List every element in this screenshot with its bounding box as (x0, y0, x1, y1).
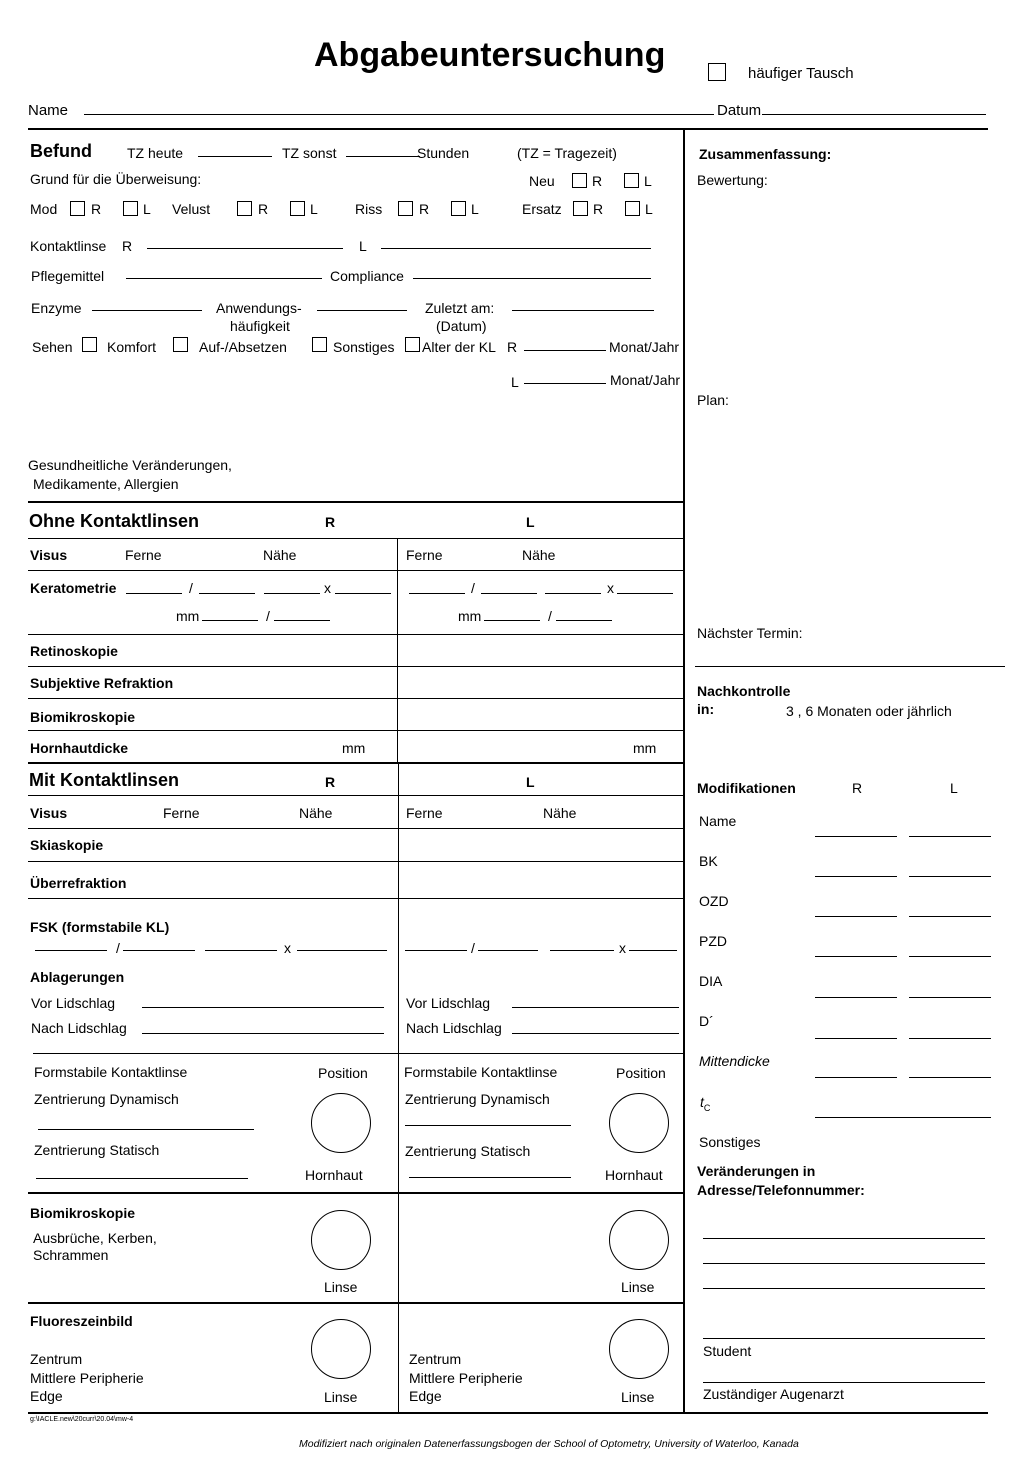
kontaktlinse-r-label: R (122, 238, 133, 254)
mit-rule-7 (28, 1302, 683, 1304)
mod-item-bk: BK (699, 853, 718, 869)
kerat-l-field-1[interactable] (409, 593, 465, 594)
neu-l-label: L (644, 173, 652, 189)
skiaskopie-label: Skiaskopie (30, 837, 104, 853)
haeufiger-tausch-label: häufiger Tausch (748, 65, 854, 82)
mod-dia-l-field[interactable] (909, 997, 991, 998)
komfort-checkbox[interactable] (173, 337, 188, 352)
zentr-dyn-l-label: Zentrierung Dynamisch (405, 1091, 550, 1107)
vor-lidschlag-r-label: Vor Lidschlag (31, 995, 116, 1011)
mod-item-name: Name (699, 813, 737, 829)
mit-ferne-l: Ferne (406, 805, 443, 821)
zuletzt-label: Zuletzt am: (425, 300, 495, 316)
mod-d-l-field[interactable] (909, 1038, 991, 1039)
mod-item-mittendicke: Mittendicke (699, 1053, 770, 1069)
enzyme-label: Enzyme (31, 300, 82, 316)
kerat-r-field-1[interactable] (126, 593, 182, 594)
fsk-r-field-3[interactable] (205, 950, 277, 951)
naechster-termin-field[interactable] (695, 666, 1005, 667)
mit-rule-2 (28, 828, 683, 829)
mit-rule-3 (28, 861, 683, 862)
position-l-label: Position (616, 1065, 666, 1081)
fsk-r-field-4[interactable] (297, 950, 387, 951)
ohne-rule-5 (28, 698, 683, 699)
haeufiger-tausch-checkbox[interactable] (708, 63, 726, 81)
kerat-r-slash: / (189, 580, 193, 596)
kontaktlinse-label: Kontaktlinse (30, 238, 107, 254)
page-title: Abgabeuntersuchung (314, 36, 666, 74)
kerat-l-slash: / (471, 580, 475, 596)
sonstiges-label: Sonstiges (333, 339, 395, 355)
mod-ozd-l-field[interactable] (909, 916, 991, 917)
tc-t: t (700, 1094, 704, 1110)
footer-code: g:\IACLE.new\20curr\20.04\mw-4 (30, 1416, 134, 1423)
biomik-r-linse-label: Linse (324, 1279, 358, 1295)
vor-lidschlag-r-field[interactable] (142, 1007, 384, 1008)
riss-l-label: L (471, 201, 479, 217)
mit-l-label: L (526, 774, 535, 790)
fluor-l-zentrum: Zentrum (409, 1351, 462, 1367)
tz-sonst-field[interactable] (346, 156, 420, 157)
ohne-top-rule (28, 501, 683, 503)
hornhautdicke-label: Hornhautdicke (30, 740, 129, 756)
ohne-r-label: R (325, 514, 336, 530)
ersatz-r-label: R (593, 201, 604, 217)
mod-name-r-field[interactable] (815, 836, 897, 837)
sehen-label: Sehen (32, 339, 73, 355)
kerat-l-mm-label: mm (458, 608, 482, 624)
kerat-l-field-2[interactable] (481, 593, 537, 594)
adresse-field-3[interactable] (703, 1288, 985, 1289)
fsk-r-x: x (284, 940, 291, 956)
tz-note: (TZ = Tragezeit) (517, 145, 617, 161)
mod-dia-r-field[interactable] (815, 997, 897, 998)
mit-center-divider (398, 762, 399, 1412)
mit-rule-5 (33, 1053, 683, 1054)
mod-tc-field[interactable] (815, 1117, 991, 1118)
mod-d-r-field[interactable] (815, 1038, 897, 1039)
zuletzt-field[interactable] (512, 310, 654, 311)
fluoreszein-label: Fluoreszeinbild (30, 1313, 133, 1329)
mod-r-label: R (91, 201, 102, 217)
mit-biomikroskopie-label: Biomikroskopie (30, 1205, 136, 1221)
fluor-r-mittlere: Mittlere Peripherie (30, 1370, 144, 1386)
fsk-l-x: x (619, 940, 626, 956)
zusammenfassung-label: Zusammenfassung: (699, 146, 832, 162)
enzyme-field[interactable] (92, 310, 202, 311)
velust-r-checkbox[interactable] (237, 201, 252, 216)
monat-jahr-r-label: Monat/Jahr (609, 339, 680, 355)
adresse-field-1[interactable] (703, 1238, 985, 1239)
mod-label: Mod (30, 201, 58, 217)
zentr-stat-r-field[interactable] (36, 1178, 248, 1179)
mod-l-checkbox[interactable] (123, 201, 138, 216)
nach-lidschlag-r-field[interactable] (142, 1033, 384, 1034)
fsk-l-field-2[interactable] (478, 950, 538, 951)
kerat-l-mm-field-2[interactable] (556, 620, 612, 621)
tc-sub: C (703, 1102, 711, 1113)
nach-lidschlag-l-label: Nach Lidschlag (406, 1020, 502, 1036)
mit-rule-6 (28, 1192, 683, 1194)
adresse-label: Adresse/Telefonnummer: (697, 1182, 865, 1198)
footer-credit: Modifiziert nach originalen Datenerfassungsbogen der School of Optometry, University of Waterloo, Kanada (299, 1438, 799, 1450)
fluor-l-circle[interactable] (609, 1319, 669, 1379)
neu-r-label: R (592, 173, 603, 189)
riss-r-label: R (419, 201, 430, 217)
ablagerungen-label: Ablagerungen (30, 969, 125, 985)
name-label: Name (28, 102, 69, 119)
ohne-naehe-r: Nähe (263, 547, 297, 563)
fsk-l-field-3[interactable] (550, 950, 614, 951)
hornhautdicke-r-mm: mm (342, 740, 366, 756)
gesundheit-label-2: Medikamente, Allergien (33, 476, 179, 492)
augenarzt-label: Zuständiger Augenarzt (703, 1386, 844, 1402)
ausbrueche-label: Ausbrüche, Kerben, (33, 1230, 157, 1246)
ohne-rule-3 (28, 634, 683, 635)
retinoskopie-label: Retinoskopie (30, 643, 118, 659)
kerat-l-mm-field-1[interactable] (484, 620, 540, 621)
datum-field[interactable] (762, 114, 986, 115)
mod-r-checkbox[interactable] (70, 201, 85, 216)
riss-l-checkbox[interactable] (451, 201, 466, 216)
alter-kl-l-label: L (511, 374, 519, 390)
komfort-label: Komfort (107, 339, 157, 355)
tz-sonst-label: TZ sonst (282, 145, 337, 161)
student-label: Student (703, 1343, 752, 1359)
riss-label: Riss (355, 201, 383, 217)
haeufigkeit-label: häufigkeit (230, 318, 290, 334)
bottom-rule (28, 1412, 988, 1414)
auf-absetzen-label: Auf-/Absetzen (199, 339, 287, 355)
tz-heute-label: TZ heute (127, 145, 184, 161)
sonstiges-checkbox[interactable] (405, 337, 420, 352)
mod-item-sonstiges: Sonstiges (699, 1134, 761, 1150)
mit-r-label: R (325, 774, 336, 790)
nachkontrolle-in-label: in: (697, 701, 715, 717)
pflegemittel-field[interactable] (126, 278, 322, 279)
velust-r-label: R (258, 201, 269, 217)
zentr-stat-l-field[interactable] (409, 1177, 571, 1178)
biomik-r-circle[interactable] (311, 1210, 371, 1270)
ohne-l-label: L (526, 514, 535, 530)
kerat-r-field-2[interactable] (199, 593, 255, 594)
befund-heading: Befund (30, 141, 92, 161)
nach-lidschlag-r-label: Nach Lidschlag (31, 1020, 127, 1036)
zentr-stat-l-label: Zentrierung Statisch (405, 1143, 531, 1159)
velust-l-checkbox[interactable] (290, 201, 305, 216)
fluor-r-linse-label: Linse (324, 1389, 358, 1405)
adresse-field-2[interactable] (703, 1263, 985, 1264)
hornhautdicke-l-mm: mm (633, 740, 657, 756)
kontaktlinse-l-label: L (359, 238, 367, 254)
mit-visus-label: Visus (30, 805, 68, 821)
monat-jahr-l-label: Monat/Jahr (610, 372, 681, 388)
kerat-r-field-3[interactable] (264, 593, 320, 594)
mod-pzd-r-field[interactable] (815, 956, 897, 957)
fsk-r-field-2[interactable] (123, 950, 195, 951)
zentr-stat-r-label: Zentrierung Statisch (34, 1142, 160, 1158)
kerat-r-mm-label: mm (176, 608, 200, 624)
fsk-l-slash: / (471, 940, 475, 956)
pflegemittel-label: Pflegemittel (31, 268, 105, 284)
ersatz-l-checkbox[interactable] (625, 201, 640, 216)
subjektive-label: Subjektive Refraktion (30, 675, 174, 691)
fsk-l-field-1[interactable] (405, 950, 467, 951)
compliance-field[interactable] (413, 278, 651, 279)
name-field[interactable] (84, 114, 714, 115)
ohne-ferne-r: Ferne (125, 547, 162, 563)
kerat-l-field-3[interactable] (545, 593, 601, 594)
kerat-r-field-4[interactable] (335, 593, 391, 594)
mod-mittendicke-l-field[interactable] (909, 1077, 991, 1078)
bewertung-label: Bewertung: (697, 172, 768, 188)
tz-heute-field[interactable] (198, 156, 272, 157)
fluor-l-mittlere: Mittlere Peripherie (409, 1370, 523, 1386)
kerat-r-mm-field-1[interactable] (202, 620, 258, 621)
neu-l-checkbox[interactable] (624, 173, 639, 188)
position-l-circle[interactable] (609, 1093, 669, 1153)
ohne-center-divider (397, 538, 398, 762)
nach-lidschlag-l-field[interactable] (512, 1033, 679, 1034)
kontaktlinse-l-field[interactable] (381, 248, 651, 249)
mod-name-l-field[interactable] (909, 836, 991, 837)
ohne-heading: Ohne Kontaktlinsen (29, 511, 200, 531)
fluor-l-edge: Edge (409, 1388, 442, 1404)
neu-r-checkbox[interactable] (572, 173, 587, 188)
fluor-r-circle[interactable] (311, 1319, 371, 1379)
augenarzt-field[interactable] (703, 1382, 985, 1383)
sehen-checkbox[interactable] (82, 337, 97, 352)
gesundheit-label-1: Gesundheitliche Veränderungen, (28, 457, 232, 473)
velust-l-label: L (310, 201, 318, 217)
veraenderungen-label: Veränderungen in (697, 1163, 816, 1179)
mod-pzd-l-field[interactable] (909, 956, 991, 957)
hornhaut-r-label: Hornhaut (305, 1167, 363, 1183)
zentr-dyn-r-label: Zentrierung Dynamisch (34, 1091, 179, 1107)
alter-kl-r-field[interactable] (524, 350, 606, 351)
zentr-dyn-l-field[interactable] (405, 1125, 571, 1126)
mod-item-pzd: PZD (699, 933, 727, 949)
fluor-l-linse-label: Linse (621, 1389, 655, 1405)
kerat-r-mm-field-2[interactable] (274, 620, 330, 621)
formstabile-l-label: Formstabile Kontaktlinse (404, 1064, 558, 1080)
formstabile-r-label: Formstabile Kontaktlinse (34, 1064, 188, 1080)
mod-l-label: L (143, 201, 151, 217)
ohne-rule-2 (28, 570, 683, 571)
ohne-ferne-l: Ferne (406, 547, 443, 563)
alter-kl-l-field[interactable] (524, 383, 606, 384)
anwendungs-field[interactable] (317, 310, 407, 311)
mit-rule-1 (28, 795, 683, 796)
nachkontrolle-monate: 3 , 6 Monaten oder jährlich (786, 703, 952, 719)
mod-mittendicke-r-field[interactable] (815, 1077, 897, 1078)
mod-ozd-r-field[interactable] (815, 916, 897, 917)
top-rule (28, 128, 988, 130)
fsk-r-slash: / (116, 940, 120, 956)
anwendungs-label: Anwendungs- (216, 300, 302, 316)
riss-r-checkbox[interactable] (398, 201, 413, 216)
ohne-rule-4 (28, 666, 683, 667)
kontaktlinse-r-field[interactable] (147, 248, 343, 249)
mod-item-tc (700, 1094, 710, 1113)
grund-label: Grund für die Überweisung: (30, 171, 202, 187)
mod-bk-r-field[interactable] (815, 876, 897, 877)
nachkontrolle-label: Nachkontrolle (697, 683, 791, 699)
modifikationen-r-label: R (852, 780, 863, 796)
modifikationen-l-label: L (950, 780, 958, 796)
ohne-visus-label: Visus (30, 547, 68, 563)
naechster-termin-label: Nächster Termin: (697, 625, 803, 641)
mit-naehe-l: Nähe (543, 805, 577, 821)
alter-kl-r-label: R (507, 339, 518, 355)
modifikationen-label: Modifikationen (697, 780, 796, 796)
plan-label: Plan: (697, 392, 729, 408)
kerat-r-mm-slash: / (266, 608, 270, 624)
mod-item-d: D´ (699, 1013, 714, 1029)
biomik-l-linse-label: Linse (621, 1279, 655, 1295)
vor-lidschlag-l-label: Vor Lidschlag (406, 995, 491, 1011)
mit-rule-4 (28, 898, 683, 899)
stunden-label: Stunden (417, 145, 470, 161)
compliance-label: Compliance (330, 268, 404, 284)
fsk-l-field-4[interactable] (629, 950, 677, 951)
mit-ferne-r: Ferne (163, 805, 200, 821)
neu-label: Neu (529, 173, 555, 189)
ersatz-label: Ersatz (522, 201, 562, 217)
mod-bk-l-field[interactable] (909, 876, 991, 877)
position-r-label: Position (318, 1065, 368, 1081)
ohne-rule-1 (28, 538, 683, 539)
main-divider (683, 128, 685, 1413)
kerat-r-x: x (324, 580, 331, 596)
ohne-biomikroskopie-label: Biomikroskopie (30, 709, 136, 725)
kerat-l-field-4[interactable] (617, 593, 673, 594)
kerat-l-mm-slash: / (548, 608, 552, 624)
datum-label: Datum (717, 102, 762, 119)
velust-label: Velust (172, 201, 211, 217)
ersatz-l-label: L (645, 201, 653, 217)
student-field[interactable] (703, 1338, 985, 1339)
fsk-label: FSK (formstabile KL) (30, 919, 170, 935)
vor-lidschlag-l-field[interactable] (512, 1007, 679, 1008)
zentr-dyn-r-field[interactable] (38, 1129, 254, 1130)
biomik-l-circle[interactable] (609, 1210, 669, 1270)
hornhaut-l-label: Hornhaut (605, 1167, 663, 1183)
mit-top-rule (28, 762, 683, 764)
mod-item-dia: DIA (699, 973, 723, 989)
mit-heading: Mit Kontaktlinsen (29, 770, 180, 790)
kerat-l-x: x (607, 580, 614, 596)
keratometrie-label: Keratometrie (30, 580, 117, 596)
auf-absetzen-checkbox[interactable] (312, 337, 327, 352)
fsk-r-field-1[interactable] (35, 950, 107, 951)
alter-kl-label: Alter der KL (422, 339, 496, 355)
ohne-naehe-l: Nähe (522, 547, 556, 563)
mod-item-ozd: OZD (699, 893, 729, 909)
ersatz-r-checkbox[interactable] (573, 201, 588, 216)
fluor-r-zentrum: Zentrum (30, 1351, 83, 1367)
mit-naehe-r: Nähe (299, 805, 333, 821)
fluor-r-edge: Edge (30, 1388, 63, 1404)
ohne-rule-6 (28, 730, 683, 731)
schrammen-label: Schrammen (33, 1247, 109, 1263)
position-r-circle[interactable] (311, 1093, 371, 1153)
zuletzt-datum-label: (Datum) (436, 318, 487, 334)
ueberrefraktion-label: Überrefraktion (30, 875, 127, 891)
